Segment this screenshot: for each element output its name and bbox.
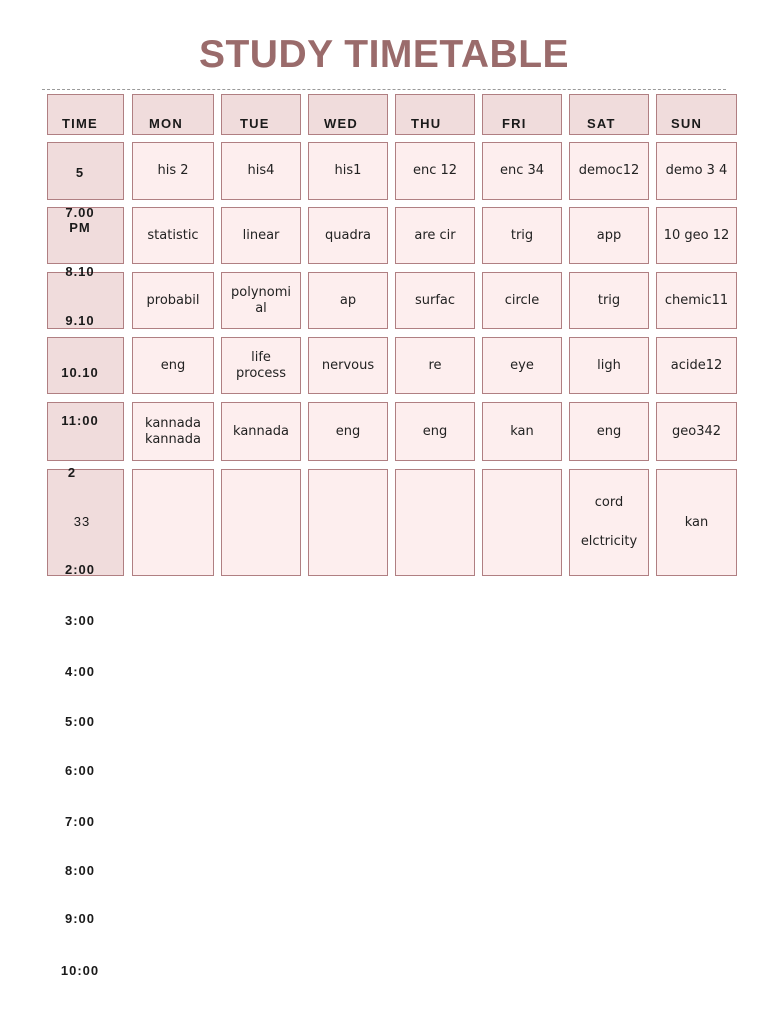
time-label-3-top: 8.10 bbox=[65, 264, 95, 279]
time-label-4: 10.10 bbox=[61, 365, 99, 380]
cell-sat-r6 bbox=[569, 469, 649, 576]
cell-fri-r4: eye bbox=[482, 337, 562, 394]
title-divider bbox=[42, 89, 726, 90]
cell-tue-r1: his4 bbox=[221, 142, 301, 200]
header-sat bbox=[569, 94, 649, 135]
cell-sat-r4: ligh bbox=[569, 337, 649, 394]
header-time bbox=[47, 94, 124, 135]
cell-thu-r6 bbox=[395, 469, 475, 576]
cell-tue-r3: polynomi al bbox=[221, 272, 301, 329]
time-cell-5 bbox=[47, 402, 124, 461]
cell-mon-r1: his 2 bbox=[132, 142, 214, 200]
extra-time-6: 8:00 bbox=[64, 863, 96, 878]
cell-sat-r6-line2: elctricity bbox=[580, 533, 638, 549]
page-title: STUDY TIMETABLE bbox=[198, 33, 570, 76]
cell-wed-r3: ap bbox=[308, 272, 388, 329]
time-label-6-bottom: 2:00 bbox=[64, 562, 96, 577]
header-sun-label: SUN bbox=[671, 116, 703, 131]
cell-sat-r2: app bbox=[569, 207, 649, 264]
cell-sat-r6-line1: cord bbox=[594, 495, 624, 511]
header-thu bbox=[395, 94, 475, 135]
cell-wed-r6 bbox=[308, 469, 388, 576]
header-fri bbox=[482, 94, 562, 135]
cell-sat-r1: democ12 bbox=[569, 142, 649, 200]
header-thu-label: THU bbox=[411, 116, 442, 131]
header-mon-label: MON bbox=[149, 116, 183, 131]
cell-mon-r2: statistic bbox=[132, 207, 214, 264]
extra-time-5: 7:00 bbox=[64, 814, 96, 829]
header-time-label: TIME bbox=[62, 116, 98, 131]
cell-sun-r4: acide12 bbox=[656, 337, 737, 394]
cell-mon-r3: probabil bbox=[132, 272, 214, 329]
time-label-6-mid: 33 bbox=[73, 514, 91, 529]
cell-thu-r2: are cir bbox=[395, 207, 475, 264]
cell-mon-r6 bbox=[132, 469, 214, 576]
cell-wed-r4: nervous bbox=[308, 337, 388, 394]
cell-thu-r5: eng bbox=[395, 402, 475, 461]
extra-time-3: 5:00 bbox=[64, 714, 96, 729]
cell-sun-r5: geo342 bbox=[656, 402, 737, 461]
cell-tue-r4: life process bbox=[221, 337, 301, 394]
time-label-6-top: 2 bbox=[67, 465, 77, 480]
extra-time-4: 6:00 bbox=[64, 763, 96, 778]
cell-thu-r3: surfac bbox=[395, 272, 475, 329]
cell-fri-r3: circle bbox=[482, 272, 562, 329]
cell-thu-r1: enc 12 bbox=[395, 142, 475, 200]
extra-time-8: 10:00 bbox=[60, 963, 100, 978]
header-sun bbox=[656, 94, 737, 135]
cell-wed-r2: quadra bbox=[308, 207, 388, 264]
header-wed-label: WED bbox=[324, 116, 358, 131]
cell-sat-r3: trig bbox=[569, 272, 649, 329]
cell-sun-r3: chemic11 bbox=[656, 272, 737, 329]
cell-thu-r4: re bbox=[395, 337, 475, 394]
header-tue bbox=[221, 94, 301, 135]
cell-mon-r5: kannada kannada bbox=[132, 402, 214, 461]
cell-sun-r1: demo 3 4 bbox=[656, 142, 737, 200]
cell-fri-r5: kan bbox=[482, 402, 562, 461]
cell-sat-r6-stack bbox=[573, 484, 645, 561]
cell-sat-r5: eng bbox=[569, 402, 649, 461]
extra-time-1: 3:00 bbox=[64, 613, 96, 628]
header-mon bbox=[132, 94, 214, 135]
cell-sun-r2: 10 geo 12 bbox=[656, 207, 737, 264]
cell-sun-r6: kan bbox=[656, 469, 737, 576]
extra-time-2: 4:00 bbox=[64, 664, 96, 679]
time-label-2: 7.00 PM bbox=[65, 205, 95, 235]
cell-tue-r2: linear bbox=[221, 207, 301, 264]
header-tue-label: TUE bbox=[240, 116, 270, 131]
cell-tue-r6 bbox=[221, 469, 301, 576]
cell-wed-r5: eng bbox=[308, 402, 388, 461]
header-fri-label: FRI bbox=[502, 116, 527, 131]
header-sat-label: SAT bbox=[587, 116, 616, 131]
cell-fri-r1: enc 34 bbox=[482, 142, 562, 200]
cell-tue-r5: kannada bbox=[221, 402, 301, 461]
time-label-5: 11:00 bbox=[61, 413, 99, 428]
time-label-3-bottom: 9.10 bbox=[65, 313, 95, 328]
cell-fri-r6 bbox=[482, 469, 562, 576]
cell-mon-r4: eng bbox=[132, 337, 214, 394]
extra-time-7: 9:00 bbox=[64, 911, 96, 926]
cell-fri-r2: trig bbox=[482, 207, 562, 264]
cell-wed-r1: his1 bbox=[308, 142, 388, 200]
header-wed bbox=[308, 94, 388, 135]
time-label-1: 5 bbox=[75, 165, 85, 180]
